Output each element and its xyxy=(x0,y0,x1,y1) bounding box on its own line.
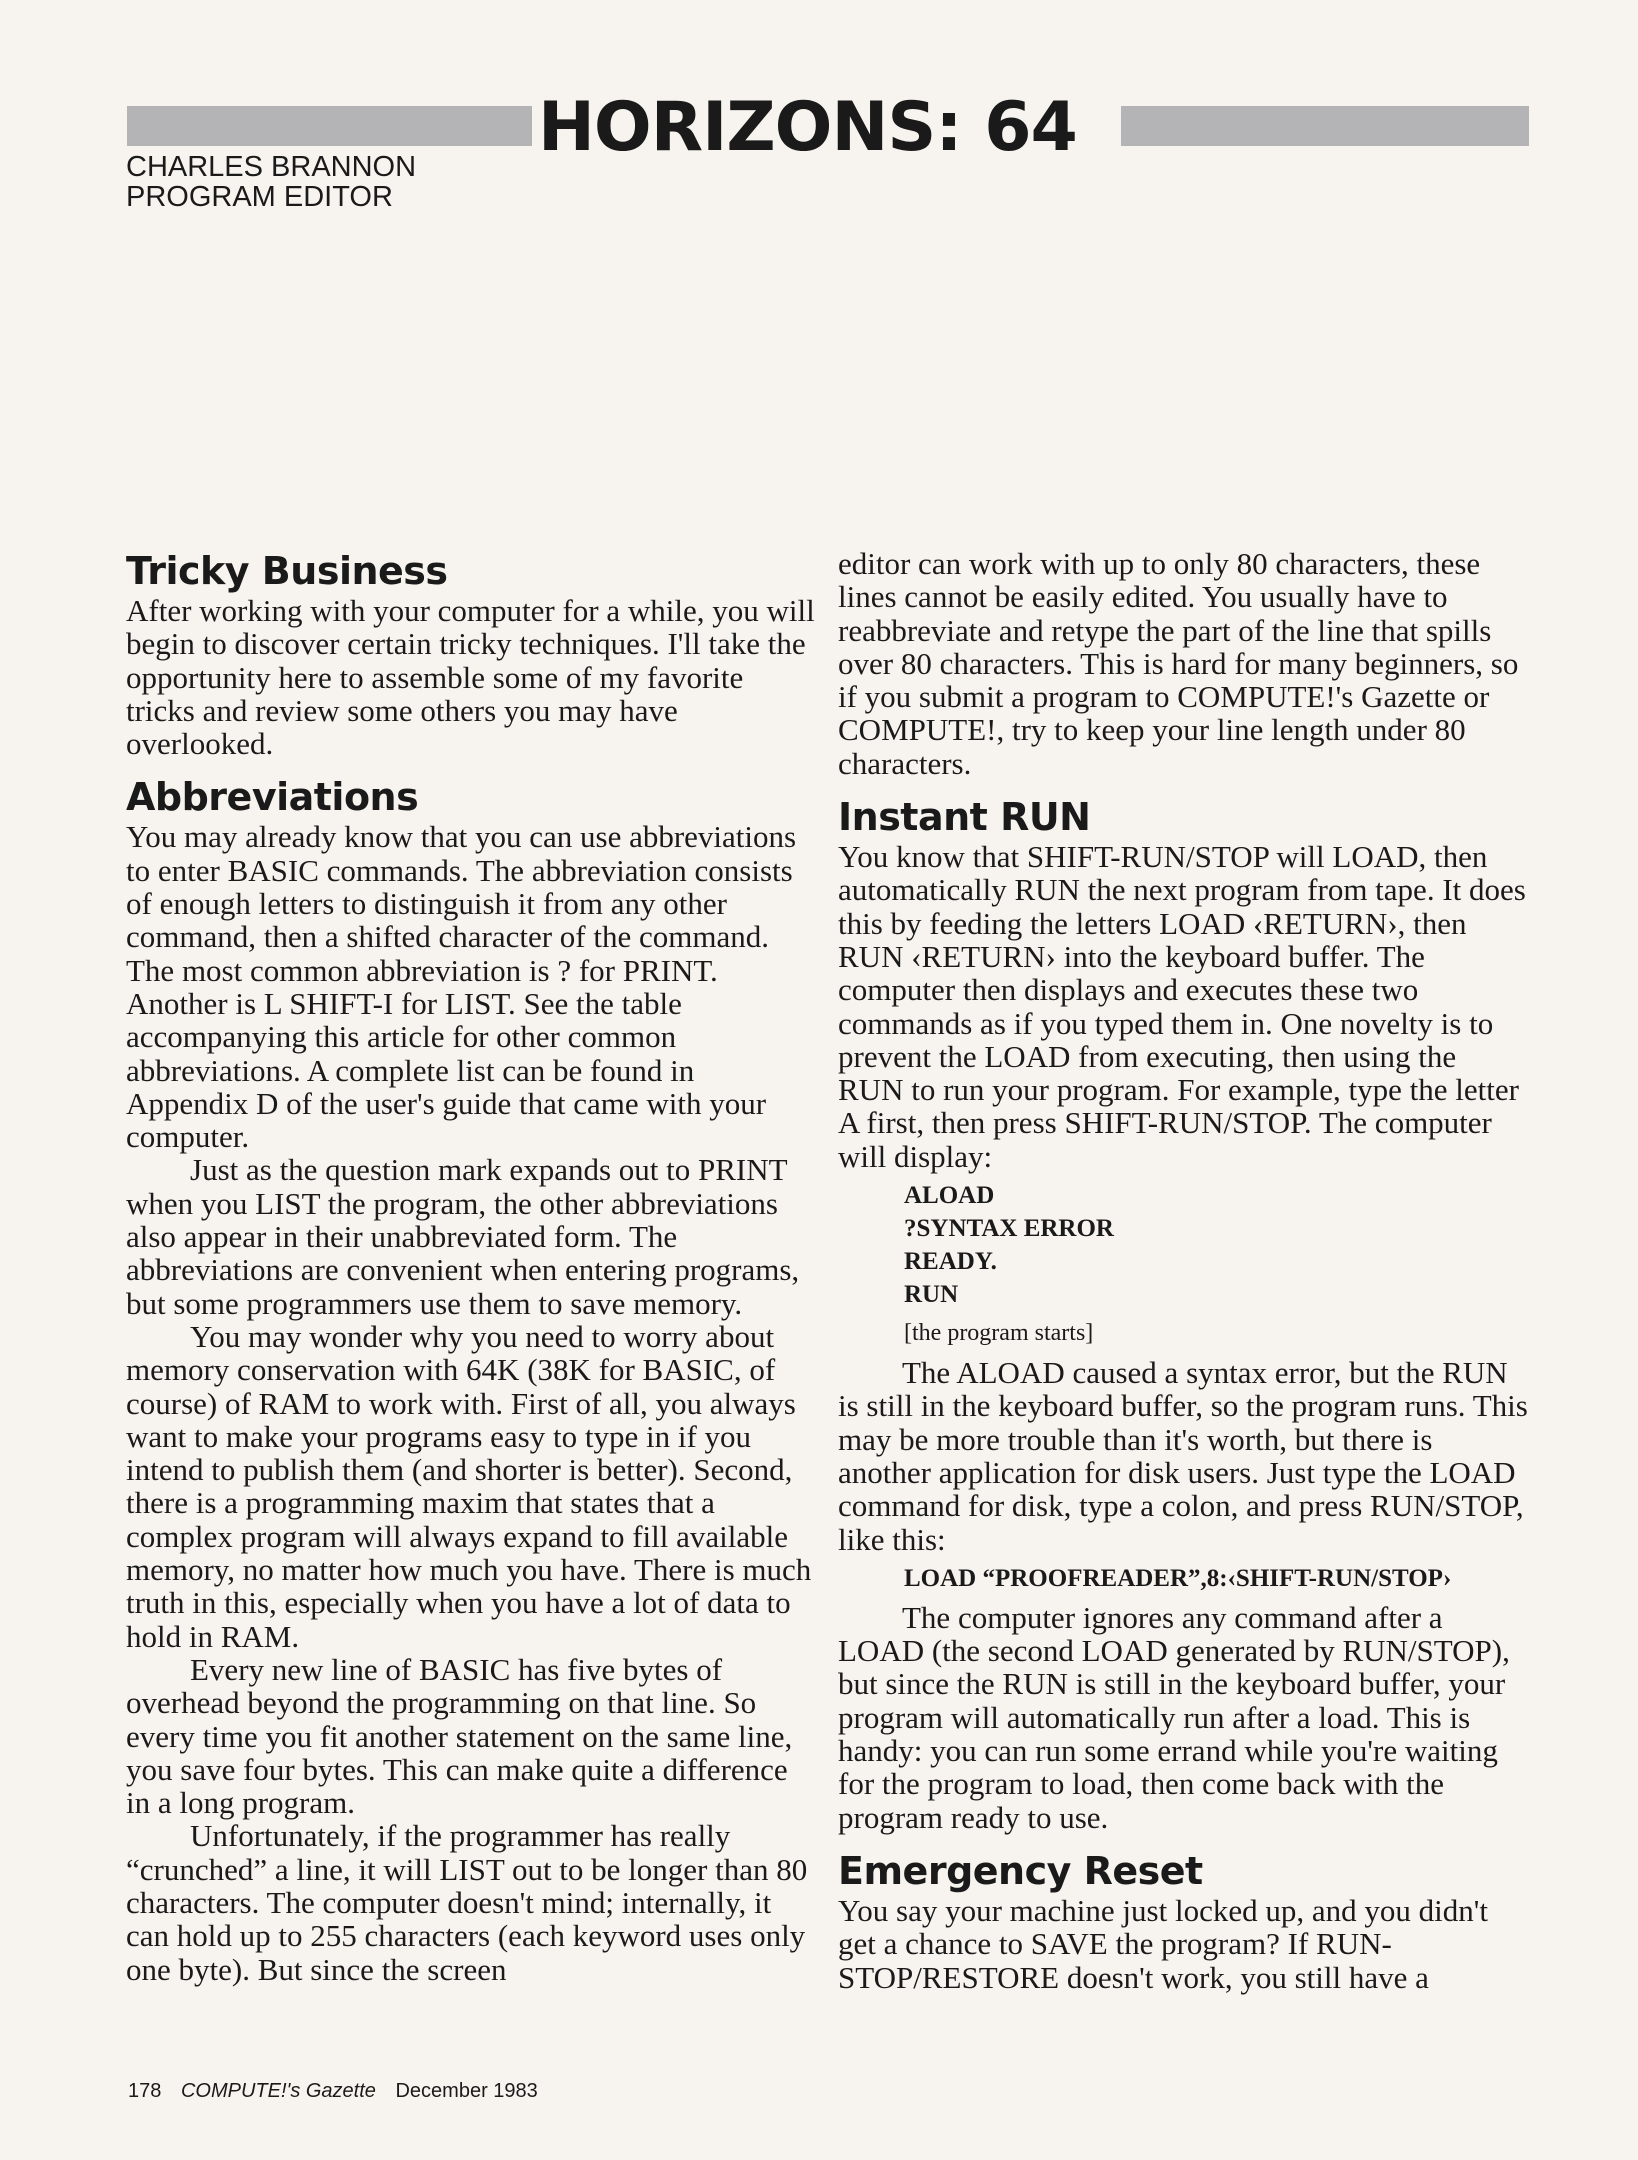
code-line: ALOAD xyxy=(904,1182,995,1210)
paragraph: You know that SHIFT-RUN/STOP will LOAD, then automatically RUN the next program from tape. It does this by feeding the letters LOAD ‹RETURN›, then RUN ‹RETURN› into the keyboard buffer. The computer then displays and executes these two commands as if you typed them in. One novelty is to prevent the LOAD from executing, then using the RUN to run your program. For example, type the letter A first, then press SHIFT-RUN/STOP. The computer will display: xyxy=(838,839,1526,1174)
code-line: LOAD “PROOFREADER”,8:‹SHIFT-RUN/STOP› xyxy=(904,1564,1452,1592)
issue-date: December 1983 xyxy=(395,2080,538,2102)
code-line: ?SYNTAX ERROR xyxy=(904,1215,1114,1243)
paragraph: You may wonder why you need to worry about memory conservation with 64K (38K for BASIC, of course) of RAM to work with. First of all, you always want to make your programs easy to type in if you intend to publish them (and shorter is better). Second, there is a programming maxim that states that a complex program will always expand to fill available memory, no matter how much you have. There is much truth in this, especially when you have a lot of data to hold in RAM. xyxy=(126,1318,812,1654)
page-footer xyxy=(128,2080,538,2103)
heading-tricky-business: Tricky Business xyxy=(126,549,448,593)
page-number: 178 xyxy=(128,2080,162,2102)
byline xyxy=(126,152,416,212)
author-role: PROGRAM EDITOR xyxy=(126,181,393,213)
paragraph: You may already know that you can use abbreviations to enter BASIC commands. The abbreviation consists of enough letters to distinguish it from any other command, then a shifted character of the command. The most common abbreviation is ? for PRINT. Another is L SHIFT-I for LIST. See the table accompanying this article for other common abbreviations. A complete list can be found in Appendix D of the user's guide that came with your computer. xyxy=(126,819,797,1155)
heading-instant-run: Instant RUN xyxy=(838,795,1091,840)
code-line: READY. xyxy=(904,1248,997,1276)
header-rule-right xyxy=(1121,106,1529,146)
paragraph: The computer ignores any command after a LOAD (the second LOAD generated by RUN/STOP), but since the RUN is still in the keyboard buffer, your program will automatically run after a load. This is handy: you can run some errand while you're waiting for the program to load, then come back with the program ready to use. xyxy=(838,1599,1510,1835)
publication-name: COMPUTE!'s Gazette xyxy=(180,2080,376,2102)
paragraph: Every new line of BASIC has five bytes of overhead beyond the programming on that line. So every time you fit another statement on the same line, you save four bytes. This can make quite a difference in a long program. xyxy=(126,1651,793,1821)
header-rule-left xyxy=(127,106,532,146)
right-column xyxy=(838,547,1528,1994)
heading-abbreviations: Abbreviations xyxy=(126,775,419,820)
left-column xyxy=(126,548,816,1986)
heading-emergency-reset: Emergency Reset xyxy=(838,1848,1203,1893)
paragraph: After working with your computer for a while, you will begin to discover certain tricky techniques. I'll take the opportunity here to assemble some of my favorite tricks and review some others you may have overlooked. xyxy=(126,593,815,762)
paragraph: The ALOAD caused a syntax error, but the RUN is still in the keyboard buffer, so the program runs. This may be more trouble than it's worth, but there is another application for disk users. Just type the LOAD command for disk, type a colon, and press RUN/STOP, like this: xyxy=(838,1355,1528,1557)
code-line: RUN xyxy=(904,1281,959,1309)
code-note: [the program starts] xyxy=(904,1320,1094,1347)
page-title: HORIZONS: 64 xyxy=(538,88,1077,167)
code-listing xyxy=(838,1179,1528,1311)
paragraph: You say your machine just locked up, and you didn't get a chance to SAVE the program? If RUN-STOP/RESTORE doesn't work, you still have a xyxy=(838,1892,1488,1995)
paragraph: Unfortunately, if the programmer has really “crunched” a line, it will LIST out to be longer than 80 characters. The computer doesn't mind; internally, it can hold up to 255 characters (each keyword uses only one byte). But since the screen xyxy=(126,1818,808,1987)
author-name: CHARLES BRANNON xyxy=(126,151,417,183)
paragraph: Just as the question mark expands out to PRINT when you LIST the program, the other abbreviations also appear in their unabbreviated form. The abbreviations are convenient when entering programs, but some programmers use them to save memory. xyxy=(126,1152,800,1321)
paragraph: editor can work with up to only 80 characters, these lines cannot be easily edited. You usually have to reabbreviate and retype the part of the line that spills over 80 characters. This is hard for many beginners, so if you submit a program to COMPUTE!'s Gazette or COMPUTE!, try to keep your line length under 80 characters. xyxy=(838,546,1519,781)
